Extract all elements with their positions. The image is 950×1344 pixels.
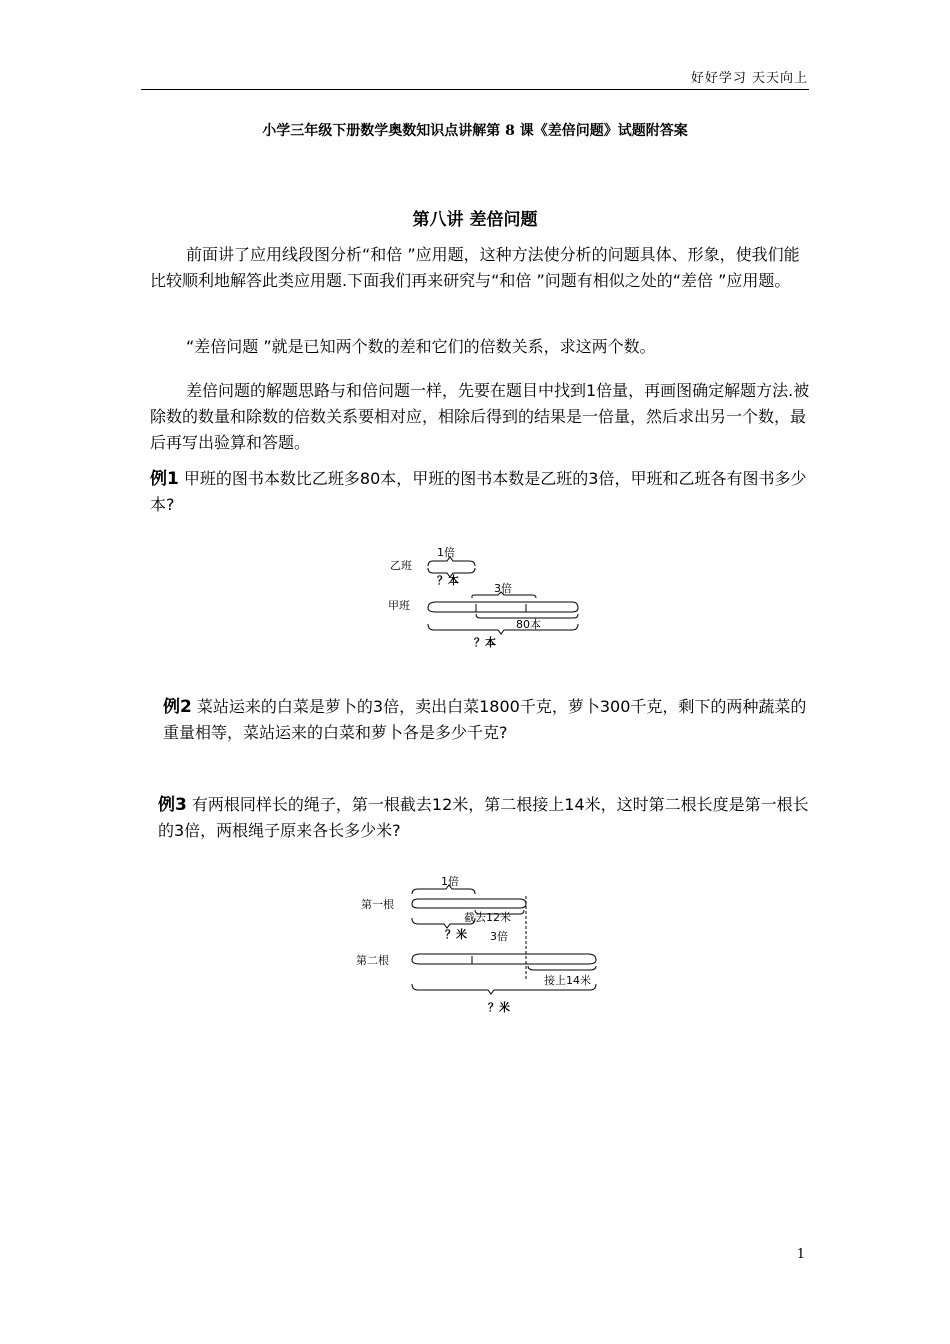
label-three-times: 3倍 [494, 582, 512, 595]
segment-jiaban [428, 602, 578, 608]
label-difference: 80本 [516, 618, 541, 631]
header-rule [141, 89, 809, 90]
example-3-label: 例3 [158, 795, 187, 815]
example-2 [163, 694, 813, 746]
row-label-second: 第二根 [356, 954, 389, 967]
question-jiaban: ？本 [474, 636, 496, 649]
example-2-label: 例2 [163, 697, 192, 717]
segment-second [412, 954, 596, 960]
brace-add [528, 966, 596, 970]
lecture-title: 第八讲 差倍问题 [412, 210, 538, 230]
segment-first [412, 899, 526, 904]
intro-paragraph-1: 前面讲了应用线段图分析“和倍 ”应用题，这种方法使分析的问题具体、形象，使我们能比较顺利地解答此类应用题.下面我们再来研究与“和倍 ”问题有相似之处的“差倍 ”应用题。 [150, 245, 800, 290]
label-one-times: 1倍 [437, 546, 455, 559]
example-1 [150, 466, 812, 518]
page-number: 1 [796, 1247, 805, 1262]
row-label-first: 第一根 [361, 898, 394, 911]
document-title: 小学三年级下册数学奥数知识点讲解第 8 课《差倍问题》试题附答案 [262, 123, 688, 139]
example-2-text: 菜站运来的白菜是萝卜的3倍，卖出白菜1800千克，萝卜300千克，剩下的两种蔬菜的重量相等，菜站运来的白菜和萝卜各是多少千克? [163, 697, 807, 742]
label-three-times: 3倍 [490, 930, 508, 943]
segment-second-bottom [412, 960, 596, 964]
row-label-jiaban: 甲班 [388, 599, 410, 612]
example-3-text: 有两根同样长的绳子，第一根截去12米，第二根接上14米，这时第二根长度是第一根长的3倍，两根绳子原来各长多少米? [158, 795, 809, 840]
label-one-times: 1倍 [441, 875, 459, 888]
intro-paragraph-3: 差倍问题的解题思路与和倍问题一样，先要在题目中找到1倍量，再画图确定解题方法.被除数的数量和除数的倍数关系要相对应，相除后得到的结果是一倍量，然后求出另一个数，最后再写出验算和答题。 [150, 381, 810, 452]
brace-total-jiaban [428, 624, 578, 634]
question-yiban: ？本 [437, 574, 459, 587]
example-1-label: 例1 [150, 469, 179, 489]
question-second: ？米 [488, 1001, 510, 1014]
example-3 [158, 792, 813, 844]
example-1-text: 甲班的图书本数比乙班多80本，甲班的图书本数是乙班的3倍，甲班和乙班各有图书多少本? [150, 469, 807, 514]
intro-paragraph-2: “差倍问题 ”就是已知两个数的差和它们的倍数关系，求这两个数。 [186, 337, 656, 356]
diagram-example-3 [350, 868, 610, 1018]
question-first: ？米 [445, 928, 467, 941]
row-label-yiban: 乙班 [390, 559, 412, 572]
header-motto: 好好学习 天天向上 [690, 71, 808, 86]
label-add: 接上14米 [544, 974, 591, 987]
label-cut: 截去12米 [464, 911, 511, 924]
segment-jiaban-bottom [428, 608, 578, 612]
segment-first-bottom [412, 904, 526, 908]
brace-top-yiban [428, 557, 475, 566]
diagram-example-1 [380, 540, 600, 655]
